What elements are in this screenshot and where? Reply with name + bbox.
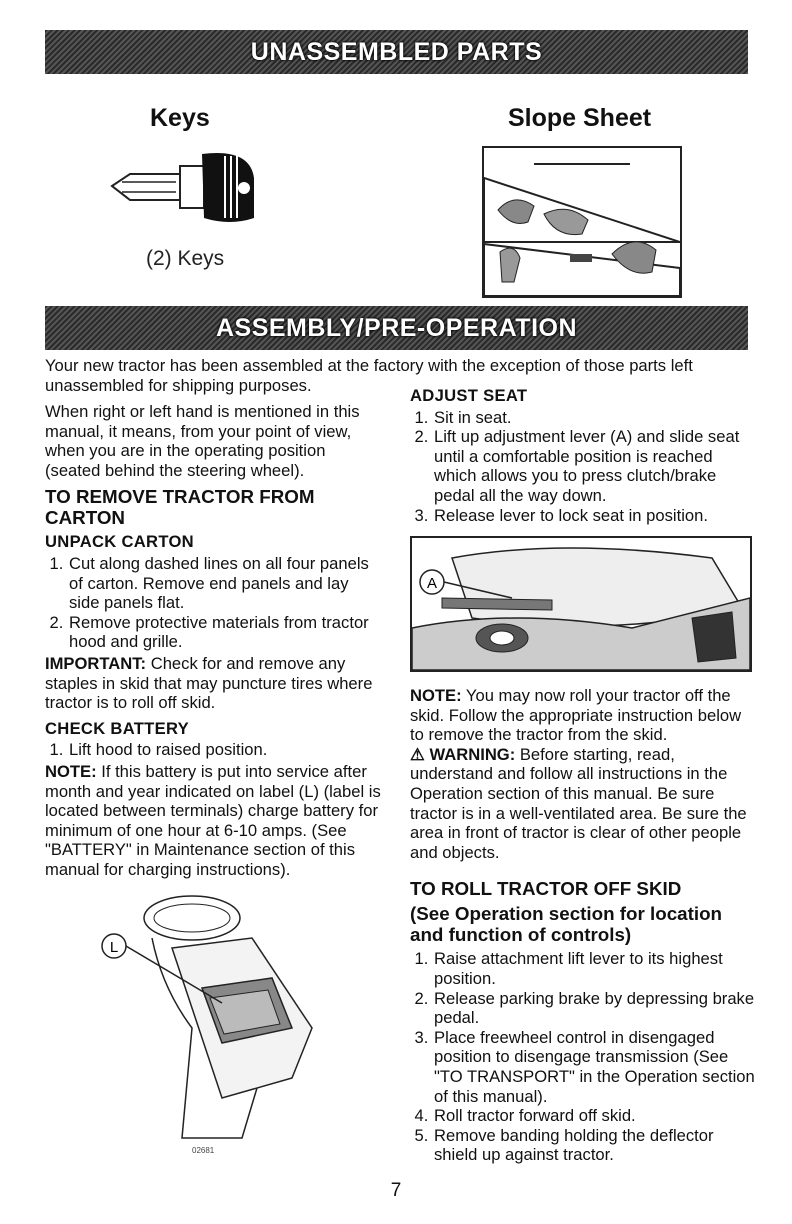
- adjust-seat-heading: ADJUST SEAT: [410, 386, 528, 405]
- banner-title: UNASSEMBLED PARTS: [250, 37, 543, 66]
- list-item: 2. Release parking brake by depressing brake pedal.: [433, 989, 755, 1028]
- list-item: 4. Roll tractor forward off skid.: [433, 1106, 755, 1126]
- unpack-carton-heading: UNPACK CARTON: [45, 532, 194, 552]
- battery-figure: [92, 878, 352, 1168]
- keys-icon: [110, 148, 270, 228]
- important-text: Check for and remove any staples in skid that may puncture tires where tractor is to roll off skid.: [45, 653, 373, 713]
- roll-tractor-heading: TO ROLL TRACTOR OFF SKID: [410, 878, 682, 900]
- skid-note: [410, 686, 755, 745]
- keys-heading: Keys: [150, 104, 210, 132]
- battery-steps: [45, 740, 383, 760]
- list-item: 1. Raise attachment lift lever to its highest position.: [433, 949, 755, 988]
- unpack-steps: [45, 554, 383, 652]
- intro-line: Your new tractor has been assembled at the factory with the exception of those parts left: [45, 356, 693, 375]
- remove-tractor-heading: TO REMOVE TRACTOR FROM CARTON: [45, 486, 315, 529]
- list-item: 5. Remove banding holding the deflector shield up against tractor.: [433, 1126, 755, 1165]
- orientation-paragraph: When right or left hand is mentioned in this manual, it means, from your point of view, when you are in the operating position (seated behind the steering wheel).: [45, 402, 360, 480]
- figure-code: 02681: [192, 1146, 215, 1155]
- seat-drawing: [412, 538, 750, 670]
- figure-label-a: A: [426, 575, 438, 592]
- list-item: 2. Remove protective materials from tractor hood and grille.: [68, 613, 383, 652]
- note-text: You may now roll your tractor off the skid. Follow the appropriate instruction below to remove the tractor from the skid.: [410, 686, 742, 745]
- banner-title: ASSEMBLY/PRE-OPERATION: [215, 313, 578, 342]
- roll-steps: [410, 949, 755, 1165]
- list-item: 1. Lift hood to raised position.: [68, 740, 383, 760]
- note-text: If this battery is put into service after month and year indicated on label (L) (label is located between terminals) charge battery for minimum of one hour at 6-10 amps. (See "BATTERY" in Maintenance section of this manual for charging instructions).: [45, 761, 381, 879]
- warning-icon: ⚠: [410, 744, 425, 764]
- list-item: 2. Lift up adjustment lever (A) and slide seat until a comfortable position is reached which allows you to press clutch/brake pedal all the way down.: [433, 427, 755, 505]
- figure-label-l: L: [109, 939, 119, 956]
- roll-tractor-subheading: (See Operation section for location and function of controls): [410, 903, 723, 946]
- seat-steps: [410, 408, 755, 526]
- warning-text: Before starting, read, understand and follow all instructions in the Operation section of this manual. Be sure tractor is in a well-ventilated area. Be sure the area in front of tractor is clear of other people and objects.: [410, 744, 747, 862]
- keys-caption: (2) Keys: [146, 247, 225, 270]
- unassembled-parts-banner: [45, 30, 748, 74]
- adjust-seat-section: [410, 384, 755, 527]
- list-item: 3. Place freewheel control in disengaged position to disengage transmission (See "TO TRANSPORT" in the Operation section of this manual).: [433, 1028, 755, 1106]
- assembly-banner: [45, 306, 748, 350]
- list-item: 1. Cut along dashed lines on all four panels of carton. Remove end panels and lay side panels flat.: [68, 554, 383, 613]
- important-label: IMPORTANT:: [45, 653, 147, 673]
- check-battery-heading: CHECK BATTERY: [45, 718, 190, 738]
- slope-sheet-figure: [482, 146, 682, 298]
- slope-sheet-heading: Slope Sheet: [508, 104, 652, 132]
- warning-label: WARNING:: [429, 744, 516, 764]
- page-number: 7: [390, 1180, 402, 1201]
- warning-paragraph: [410, 745, 755, 863]
- seat-figure: [410, 536, 752, 672]
- slope-sheet-drawing: [484, 148, 680, 296]
- note-label: NOTE:: [410, 686, 462, 705]
- battery-note: [45, 762, 383, 880]
- left-column: [45, 402, 383, 885]
- note-label: NOTE:: [45, 761, 97, 781]
- list-item: 1. Sit in seat.: [433, 408, 755, 428]
- intro-continuation: unassembled for shipping purposes.: [45, 376, 312, 395]
- important-paragraph: [45, 654, 383, 713]
- list-item: 3. Release lever to lock seat in position.: [433, 506, 755, 526]
- right-column-lower: [410, 686, 755, 1167]
